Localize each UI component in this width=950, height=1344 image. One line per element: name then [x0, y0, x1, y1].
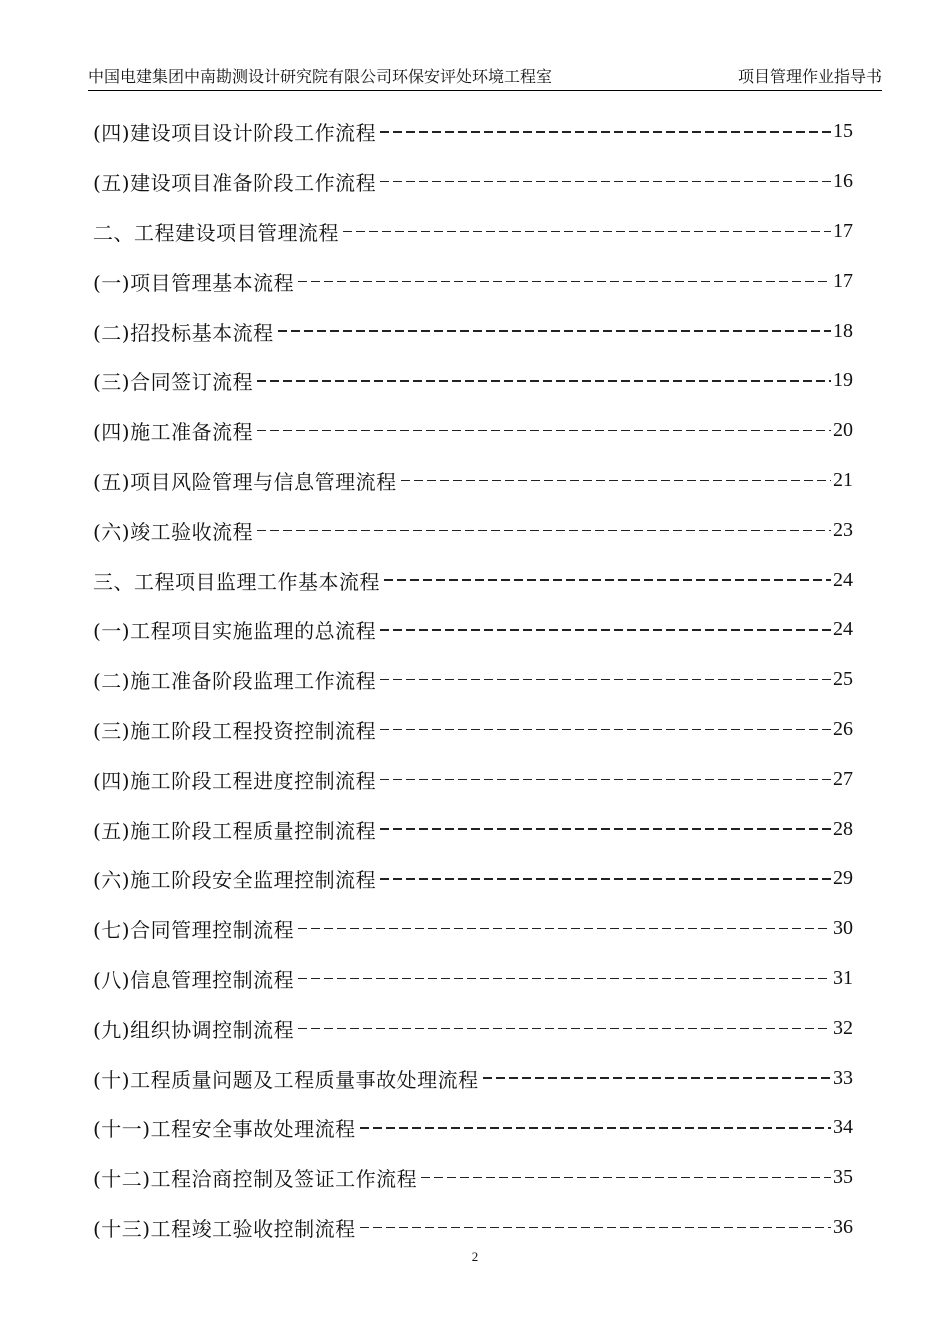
- toc-entry-title: 二、工程建设项目管理流程: [93, 220, 339, 245]
- toc-entry-page-number: 27: [833, 767, 853, 790]
- toc-dash-leader: [257, 530, 831, 531]
- toc-entry-title: (一)项目管理基本流程: [93, 270, 295, 295]
- toc-entry[interactable]: [93, 505, 853, 555]
- toc-entry-page-number: 34: [833, 1116, 853, 1139]
- toc-entry-title: (五)施工阶段工程质量控制流程: [93, 818, 377, 843]
- toc-dash-leader: [380, 729, 831, 730]
- toc-entry-page-number: 35: [833, 1166, 853, 1189]
- page-number: 2: [471, 1249, 479, 1264]
- toc-entry-page-number: 21: [833, 468, 853, 491]
- toc-entry[interactable]: [93, 854, 853, 904]
- toc-entry-page-number: 29: [833, 867, 853, 890]
- toc-dash-leader: [298, 1028, 831, 1029]
- page-header: [88, 64, 882, 91]
- toc-entry[interactable]: [93, 754, 853, 804]
- toc-entry[interactable]: [93, 1053, 853, 1103]
- toc-dash-leader: [483, 1077, 831, 1078]
- toc-entry-title: (二)施工准备阶段监理工作流程: [93, 669, 377, 694]
- toc-entry[interactable]: [93, 256, 853, 306]
- toc-dash-leader: [384, 579, 831, 580]
- toc-entry[interactable]: [93, 555, 853, 605]
- toc-dash-leader: [257, 380, 831, 381]
- toc-entry-page-number: 33: [833, 1066, 853, 1089]
- toc-entry-page-number: 32: [833, 1016, 853, 1039]
- toc-entry-page-number: 31: [833, 966, 853, 989]
- toc-dash-leader: [298, 978, 831, 979]
- toc-entry-page-number: 15: [833, 120, 853, 143]
- toc-entry-page-number: 17: [833, 269, 853, 292]
- toc-entry-title: (六)施工阶段安全监理控制流程: [93, 868, 377, 893]
- toc-entry-page-number: 30: [833, 917, 853, 940]
- toc-dash-leader: [380, 878, 831, 879]
- toc-entry[interactable]: [93, 406, 853, 456]
- toc-entry[interactable]: [93, 356, 853, 406]
- toc-entry-title: (十三)工程竣工验收控制流程: [93, 1216, 356, 1241]
- toc-entry[interactable]: [93, 605, 853, 655]
- toc-entry[interactable]: [93, 306, 853, 356]
- toc-entry-page-number: 24: [833, 618, 853, 641]
- table-of-contents: [93, 107, 853, 1252]
- toc-dash-leader: [278, 330, 831, 331]
- toc-entry-title: 三、工程项目监理工作基本流程: [93, 569, 380, 594]
- toc-dash-leader: [401, 480, 831, 481]
- toc-entry-title: (十)工程质量问题及工程质量事故处理流程: [93, 1067, 479, 1092]
- toc-entry-title: (五)项目风险管理与信息管理流程: [93, 469, 397, 494]
- toc-entry[interactable]: [93, 804, 853, 854]
- toc-entry-title: (四)建设项目设计阶段工作流程: [93, 121, 377, 146]
- toc-dash-leader: [257, 430, 831, 431]
- toc-entry-page-number: 19: [833, 369, 853, 392]
- toc-dash-leader: [380, 131, 831, 132]
- toc-dash-leader: [380, 181, 831, 182]
- toc-entry-title: (九)组织协调控制流程: [93, 1017, 295, 1042]
- toc-dash-leader: [380, 679, 831, 680]
- toc-entry-title: (七)合同管理控制流程: [93, 918, 295, 943]
- toc-entry-page-number: 18: [833, 319, 853, 342]
- toc-entry-page-number: 26: [833, 717, 853, 740]
- toc-dash-leader: [360, 1227, 831, 1228]
- toc-entry[interactable]: [93, 1153, 853, 1203]
- toc-entry[interactable]: [93, 1103, 853, 1153]
- toc-entry[interactable]: [93, 1003, 853, 1053]
- toc-entry-page-number: 16: [833, 170, 853, 193]
- toc-entry[interactable]: [93, 207, 853, 257]
- toc-entry-title: (三)合同签订流程: [93, 370, 254, 395]
- toc-entry-title: (三)施工阶段工程投资控制流程: [93, 718, 377, 743]
- toc-dash-leader: [343, 231, 831, 232]
- toc-entry-page-number: 17: [833, 219, 853, 242]
- toc-entry-title: (四)施工准备流程: [93, 420, 254, 445]
- toc-entry[interactable]: [93, 157, 853, 207]
- toc-dash-leader: [421, 1177, 831, 1178]
- toc-entry-title: (一)工程项目实施监理的总流程: [93, 619, 377, 644]
- toc-entry[interactable]: [93, 456, 853, 506]
- toc-dash-leader: [298, 928, 831, 929]
- toc-entry-title: (五)建设项目准备阶段工作流程: [93, 171, 377, 196]
- toc-entry[interactable]: [93, 705, 853, 755]
- toc-entry[interactable]: [93, 954, 853, 1004]
- toc-dash-leader: [380, 828, 831, 829]
- toc-entry[interactable]: [93, 904, 853, 954]
- toc-entry[interactable]: [93, 1203, 853, 1253]
- toc-entry[interactable]: [93, 107, 853, 157]
- toc-dash-leader: [380, 779, 831, 780]
- toc-entry-title: (十一)工程安全事故处理流程: [93, 1117, 356, 1142]
- toc-dash-leader: [380, 629, 831, 630]
- toc-entry-page-number: 23: [833, 518, 853, 541]
- toc-entry[interactable]: [93, 655, 853, 705]
- toc-entry-page-number: 20: [833, 419, 853, 442]
- toc-entry-title: (二)招投标基本流程: [93, 320, 274, 345]
- toc-entry-page-number: 24: [833, 568, 853, 591]
- header-organization: 中国电建集团中南勘测设计研究院有限公司环保安评处环境工程室: [88, 67, 553, 86]
- toc-entry-page-number: 28: [833, 817, 853, 840]
- toc-entry-title: (八)信息管理控制流程: [93, 967, 295, 992]
- toc-entry-page-number: 36: [833, 1215, 853, 1238]
- toc-dash-leader: [360, 1127, 831, 1128]
- toc-dash-leader: [298, 281, 831, 282]
- toc-entry-title: (六)竣工验收流程: [93, 519, 254, 544]
- toc-entry-title: (十二)工程洽商控制及签证工作流程: [93, 1167, 418, 1192]
- toc-entry-page-number: 25: [833, 668, 853, 691]
- toc-entry-title: (四)施工阶段工程进度控制流程: [93, 768, 377, 793]
- header-document-title: 项目管理作业指导书: [737, 67, 882, 86]
